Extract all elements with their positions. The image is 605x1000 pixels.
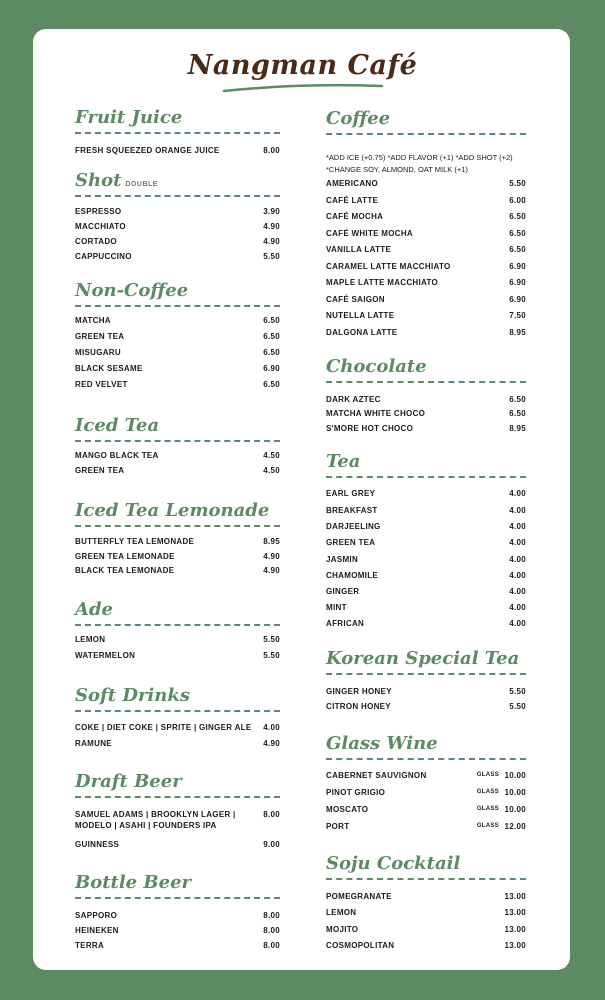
section-title [75,415,280,437]
menu-item-row [75,651,280,662]
item-price: 10.00 [504,805,526,814]
menu-item-row [326,687,526,698]
section-fruit-juice [75,107,280,134]
section-title [75,872,280,894]
item-name: BLACK TEA LEMONADE [75,566,175,575]
item-name: TERRA [75,941,105,950]
section-title [75,280,280,302]
item-name: S'MORE HOT CHOCO [326,424,414,433]
item-price: 6.50 [509,212,526,221]
section-glass-wine [326,733,526,760]
item-name: MANGO BLACK TEA [75,451,159,460]
item-name: GREEN TEA [75,332,125,341]
item-name: CARAMEL LATTE MACCHIATO [326,262,451,271]
item-name: COSMOPOLITAN [326,941,395,950]
menu-item-row [326,409,526,420]
menu-item-row [75,466,280,477]
section-title-text: Iced Tea [75,415,160,436]
menu-item-row [75,207,280,218]
menu-item-row [326,424,526,435]
item-price: 8.00 [263,810,280,819]
item-name: CITRON HONEY [326,702,391,711]
item-name: MOSCATO [326,805,369,814]
item-price: 8.95 [263,537,280,546]
dashed-divider [75,624,280,626]
glass-label: GLASS [476,772,499,778]
menu-item-row [75,451,280,462]
dashed-divider [75,525,280,527]
menu-item-row [326,822,526,833]
dashed-divider [75,132,280,134]
menu-item-row [75,348,280,359]
item-price: 8.00 [263,146,280,155]
item-price: 6.50 [263,332,280,341]
item-price: 4.00 [509,603,526,612]
item-name: PINOT GRIGIO [326,788,386,797]
dashed-divider [75,440,280,442]
section-title-text: Glass Wine [326,733,438,754]
item-name: PORT [326,822,350,831]
section-title-text: Chocolate [326,356,427,377]
menu-item-row [326,489,526,500]
item-name: SAPPORO [75,911,118,920]
section-chocolate [326,356,526,383]
section-title-text: Fruit Juice [75,107,183,128]
menu-item-row [75,364,280,375]
item-name: AMERICANO [326,179,379,188]
item-price: 13.00 [504,925,526,934]
menu-item-row [326,295,526,306]
glass-label: GLASS [476,823,499,829]
item-name: MINT [326,603,347,612]
item-name: MOJITO [326,925,359,934]
item-price: 6.50 [263,316,280,325]
item-price: 4.90 [263,222,280,231]
item-name: LEMON [75,635,106,644]
item-price: 6.50 [509,395,526,404]
menu-item-row [75,739,280,750]
section-title [326,648,526,670]
item-price: 8.00 [263,941,280,950]
dashed-divider [326,673,526,675]
item-price: 6.50 [263,348,280,357]
menu-item-row [326,788,526,799]
menu-item-row [75,332,280,343]
menu-item-row [326,395,526,406]
dashed-divider [326,476,526,478]
item-name: GREEN TEA LEMONADE [75,552,175,561]
section-title-text: Non-Coffee [75,280,189,301]
section-title [75,107,280,129]
item-name: FRESH SQUEEZED ORANGE JUICE [75,146,220,155]
item-name: CAFÉ MOCHA [326,212,384,221]
item-name: GINGER [326,587,360,596]
item-name: MAPLE LATTE MACCHIATO [326,278,439,287]
menu-item-row [75,252,280,263]
section-title [75,685,280,707]
item-price: 5.50 [509,702,526,711]
section-title [326,108,526,130]
menu-item-row [75,537,280,548]
item-name: RED VELVET [75,380,128,389]
menu-item-row [75,723,280,734]
item-name: GREEN TEA [326,538,376,547]
menu-item-row [75,635,280,646]
item-name: EARL GREY [326,489,376,498]
dashed-divider [75,195,280,197]
dashed-divider [326,758,526,760]
item-price: 4.90 [263,237,280,246]
item-name: BUTTERFLY TEA LEMONADE [75,537,195,546]
item-name: JASMIN [326,555,359,564]
item-name: GINGER HONEY [326,687,392,696]
item-price: 5.50 [509,687,526,696]
section-subtitle: DOUBLE [125,181,158,188]
item-price: 8.00 [263,911,280,920]
section-title [326,451,526,473]
item-price: 8.00 [263,926,280,935]
item-price: 4.00 [509,538,526,547]
item-price: 6.90 [509,262,526,271]
section-iced-tea-lemonade [75,500,280,527]
item-price: 13.00 [504,892,526,901]
dashed-divider [326,381,526,383]
item-name: DALGONA LATTE [326,328,398,337]
item-price: 7.50 [509,311,526,320]
item-name: CAFÉ SAIGON [326,295,385,304]
section-shot [75,170,280,197]
item-name: SAMUEL ADAMS | BROOKLYN LAGER | [75,810,236,819]
menu-item-row [326,805,526,816]
section-title-text: Bottle Beer [75,872,192,893]
section-title-text: Shot [75,170,122,191]
item-price: 4.50 [263,451,280,460]
item-price: 13.00 [504,908,526,917]
item-name: CAPPUCCINO [75,252,132,261]
menu-item-row [75,316,280,327]
cafe-title: Nangman Café [187,50,418,81]
menu-item-row [326,771,526,782]
item-name: BREAKFAST [326,506,378,515]
item-price: 10.00 [504,788,526,797]
section-non-coffee [75,280,280,307]
item-name: CAFÉ WHITE MOCHA [326,229,414,238]
section-title-text: Tea [326,451,361,472]
item-name: CORTADO [75,237,117,246]
item-name: WATERMELON [75,651,136,660]
item-price: 6.90 [509,278,526,287]
section-soju-cocktail [326,853,526,880]
item-price: 5.50 [509,179,526,188]
section-title [326,733,526,755]
item-price: 6.50 [263,380,280,389]
item-name: RAMUNE [75,739,112,748]
menu-item-row [326,245,526,256]
menu-item-row [75,222,280,233]
menu-item-row [75,840,280,851]
item-name: COKE | DIET COKE | SPRITE | GINGER ALE [75,723,252,732]
item-price: 4.00 [509,571,526,580]
item-name: MATCHA [75,316,111,325]
item-price: 6.50 [509,229,526,238]
menu-item-row [75,566,280,577]
menu-item-row [326,262,526,273]
item-name: DARJEELING [326,522,381,531]
menu-item-row [75,146,280,157]
section-title-text: Draft Beer [75,771,182,792]
dashed-divider [75,710,280,712]
item-price: 4.00 [263,723,280,732]
item-price: 4.90 [263,566,280,575]
item-name: CABERNET SAUVIGNON [326,771,427,780]
menu-item-row [326,212,526,223]
item-price: 6.00 [509,196,526,205]
dashed-divider [75,305,280,307]
item-price: 6.50 [509,409,526,418]
menu-item-row [326,311,526,322]
menu-item-row [75,552,280,563]
menu-item-row [326,179,526,190]
section-bottle-beer [75,872,280,899]
item-price: 3.90 [263,207,280,216]
menu-item-row [75,237,280,248]
section-title-text: Korean Special Tea [326,648,520,669]
menu-item-row [326,941,526,952]
item-name: VANILLA LATTE [326,245,392,254]
section-title-text: Coffee [326,108,391,129]
section-ade [75,599,280,626]
item-price: 9.00 [263,840,280,849]
menu-item-row [75,380,280,391]
item-price: 5.50 [263,651,280,660]
menu-item-row [326,229,526,240]
item-name: BLACK SESAME [75,364,143,373]
menu-item-row [326,702,526,713]
item-name: MODELO | ASAHI | FOUNDERS IPA [75,821,217,830]
menu-item-row [75,810,280,821]
item-name: MISUGARU [75,348,121,357]
item-price: 4.90 [263,739,280,748]
menu-item-row [75,821,280,832]
item-price: 8.95 [509,424,526,433]
item-name: CAFÉ LATTE [326,196,379,205]
section-coffee [326,108,526,135]
item-price: 4.00 [509,506,526,515]
item-name: POMEGRANATE [326,892,392,901]
section-korean-special-tea [326,648,526,675]
item-price: 5.50 [263,252,280,261]
section-title-text: Iced Tea Lemonade [75,500,270,521]
menu-item-row [75,911,280,922]
item-name: GUINNESS [75,840,120,849]
glass-label: GLASS [476,789,499,795]
section-title [75,771,280,793]
section-title [326,356,526,378]
item-price: 10.00 [504,771,526,780]
dashed-divider [75,796,280,798]
section-title-text: Soft Drinks [75,685,190,706]
item-price: 13.00 [504,941,526,950]
item-price: 6.90 [263,364,280,373]
item-name: HEINEKEN [75,926,119,935]
section-title-text: Ade [75,599,114,620]
item-price: 4.00 [509,489,526,498]
menu-item-row [326,619,526,630]
item-name: DARK AZTEC [326,395,381,404]
item-price: 4.00 [509,555,526,564]
section-iced-tea [75,415,280,442]
menu-item-row [326,908,526,919]
menu-item-row [326,538,526,549]
section-title [75,500,280,522]
menu-item-row [326,328,526,339]
section-title [75,599,280,621]
item-price: 4.00 [509,619,526,628]
dashed-divider [326,133,526,135]
section-tea [326,451,526,478]
dashed-divider [326,878,526,880]
item-name: CHAMOMILE [326,571,379,580]
section-soft-drinks [75,685,280,712]
menu-item-row [326,555,526,566]
item-name: MACCHIATO [75,222,126,231]
menu-item-row [326,278,526,289]
title-underline-swoosh [222,82,384,94]
section-title-text: Soju Cocktail [326,853,461,874]
add-on-note: *ADD ICE (+0.75) *ADD FLAVOR (+1) *ADD SHOT (+2) [326,153,513,162]
item-price: 4.00 [509,522,526,531]
menu-item-row [326,571,526,582]
item-name: ESPRESSO [75,207,122,216]
menu-item-row [326,892,526,903]
item-name: MATCHA WHITE CHOCO [326,409,426,418]
menu-item-row [326,603,526,614]
item-price: 4.90 [263,552,280,561]
item-price: 4.00 [509,587,526,596]
item-price: 6.50 [509,245,526,254]
item-price: 5.50 [263,635,280,644]
menu-item-row [326,196,526,207]
glass-label: GLASS [476,806,499,812]
item-price: 4.50 [263,466,280,475]
item-name: NUTELLA LATTE [326,311,395,320]
menu-item-row [75,926,280,937]
menu-item-row [75,941,280,952]
item-price: 8.95 [509,328,526,337]
menu-item-row [326,522,526,533]
item-name: AFRICAN [326,619,365,628]
add-on-note: *CHANGE SOY, ALMOND, OAT MILK (+1) [326,165,468,174]
menu-item-row [326,506,526,517]
dashed-divider [75,897,280,899]
item-price: 6.90 [509,295,526,304]
section-title [75,170,280,192]
section-draft-beer [75,771,280,798]
item-name: GREEN TEA [75,466,125,475]
item-price: 12.00 [504,822,526,831]
menu-item-row [326,925,526,936]
section-title [326,853,526,875]
item-name: LEMON [326,908,357,917]
menu-item-row [326,587,526,598]
